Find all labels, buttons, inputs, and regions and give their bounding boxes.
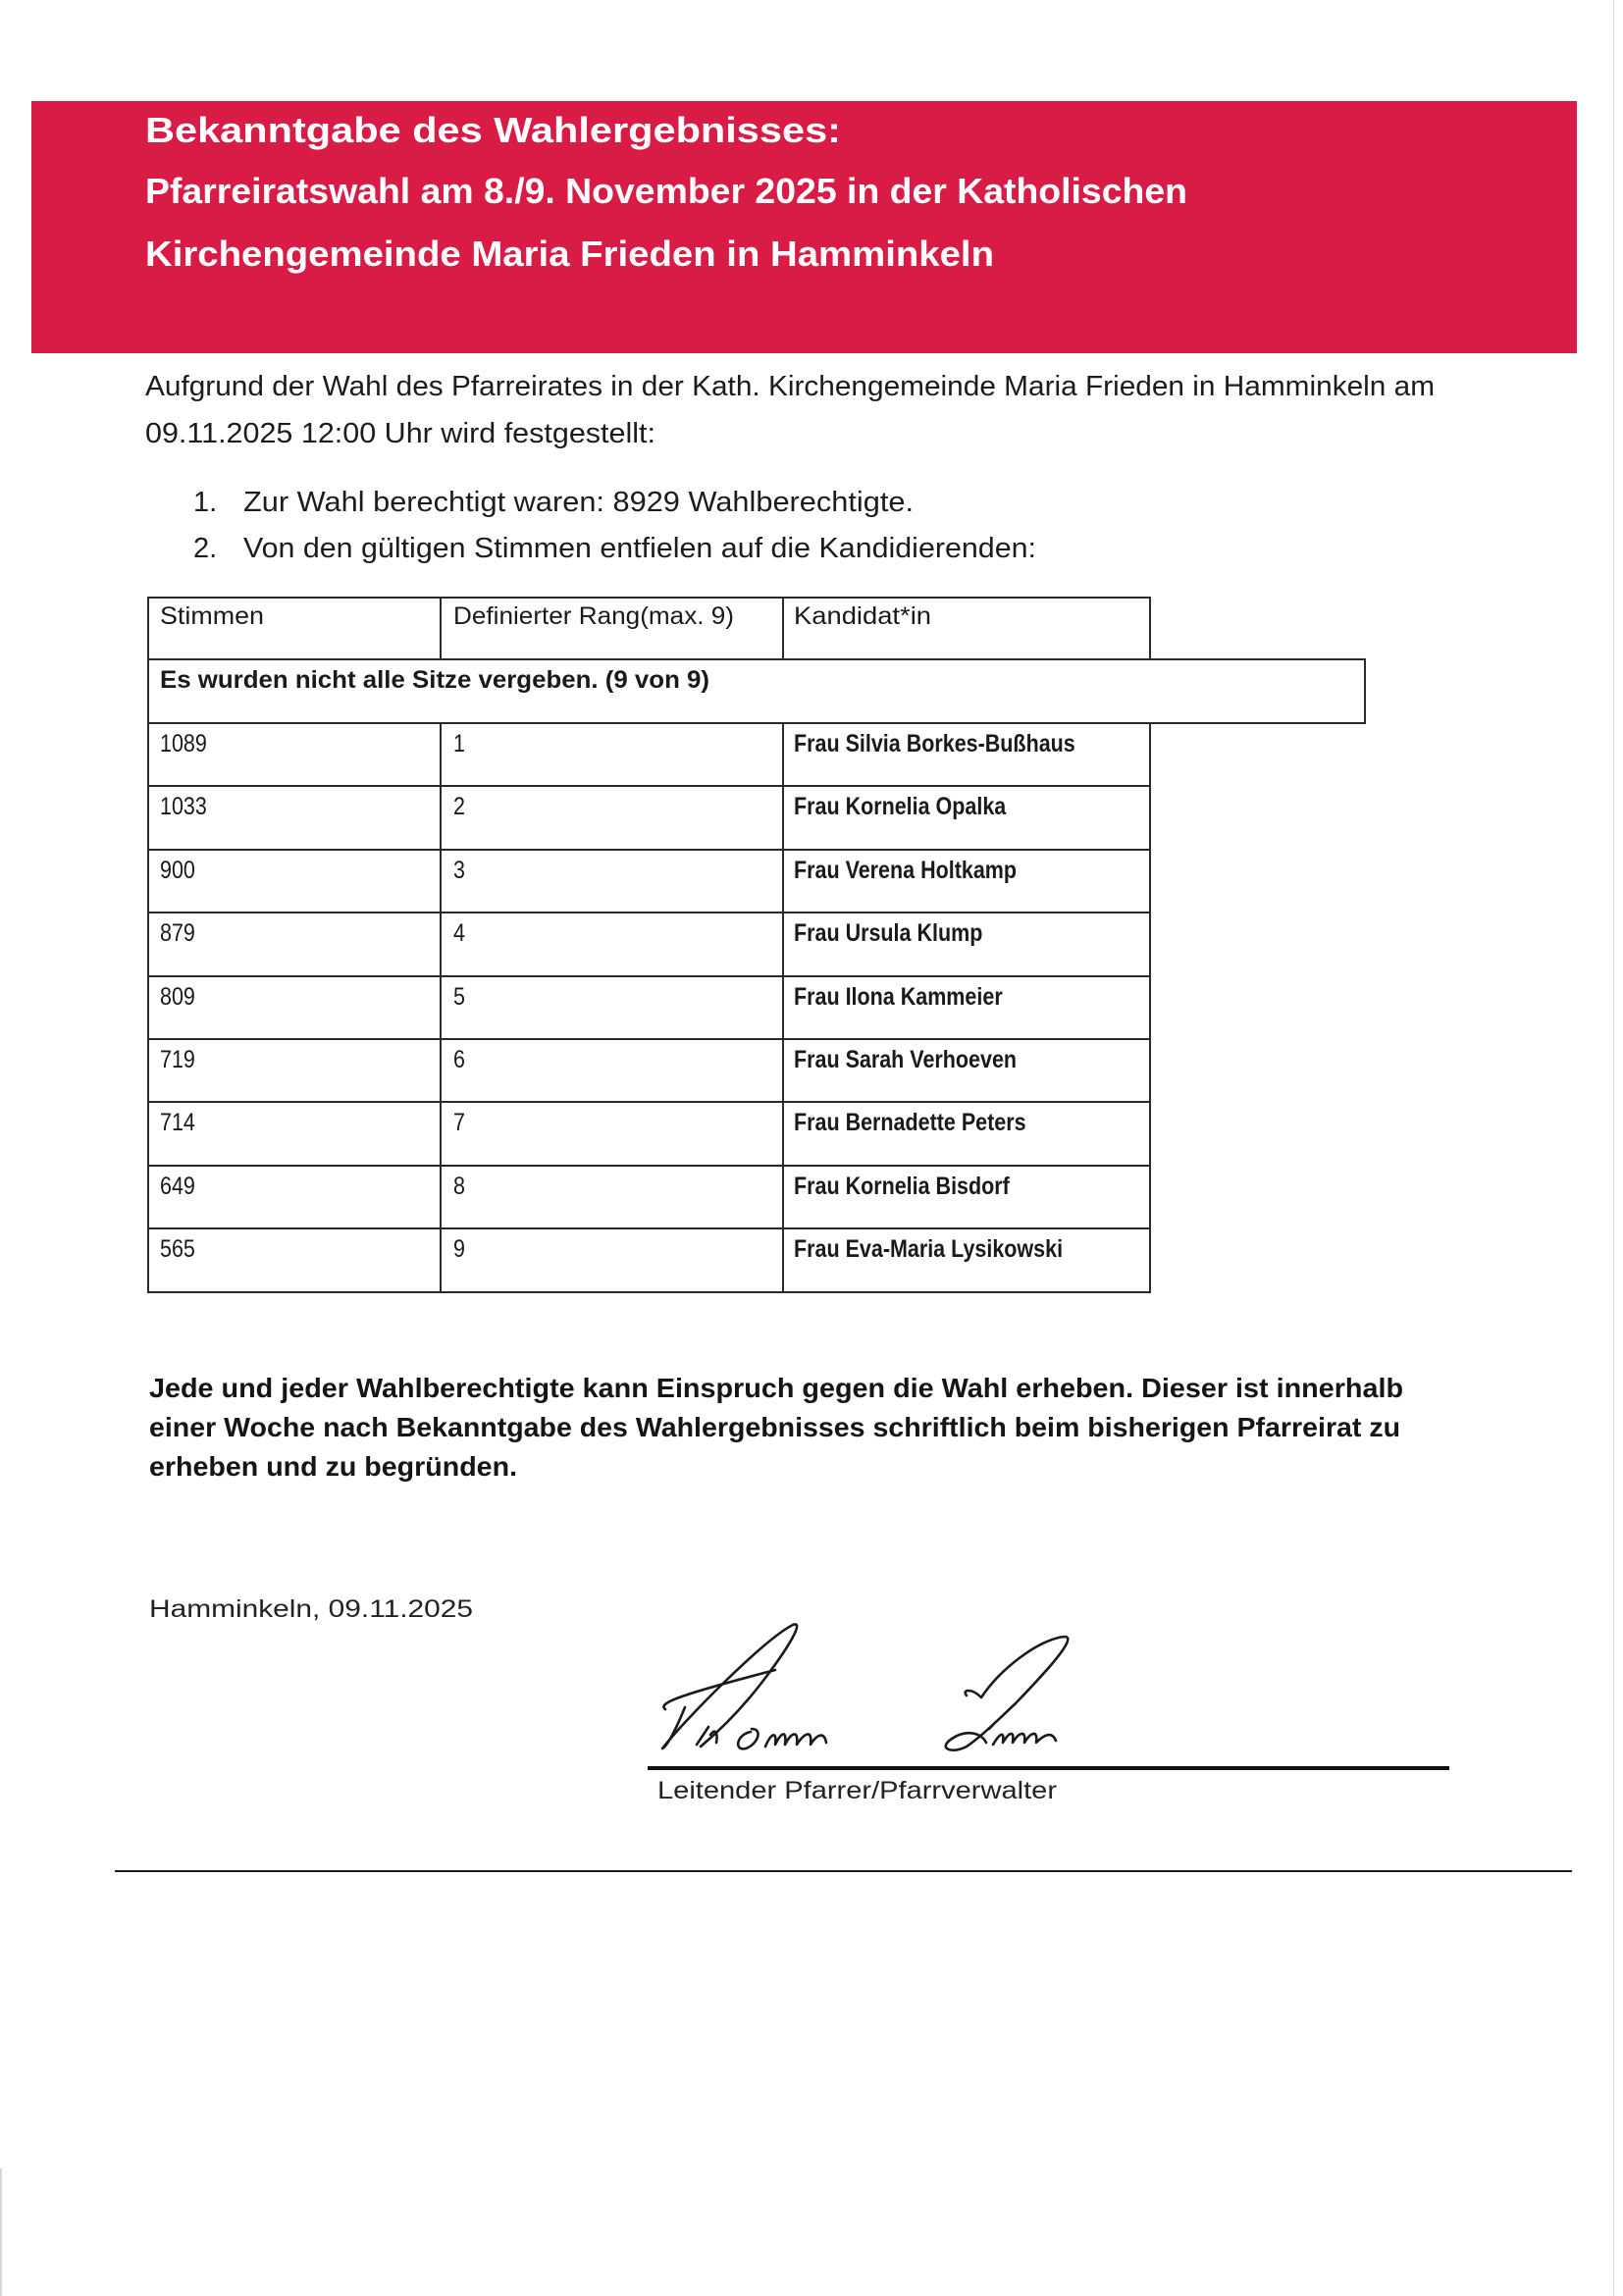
place-date: Hamminkeln, 09.11.2025 bbox=[149, 1595, 473, 1623]
intro-line-2: 09.11.2025 12:00 Uhr wird festgestellt: bbox=[145, 418, 655, 449]
table-border bbox=[440, 722, 442, 1293]
table-border bbox=[147, 658, 149, 722]
table-border bbox=[147, 975, 1151, 977]
table-border bbox=[147, 722, 1366, 724]
votes-cell: 649 bbox=[160, 1173, 195, 1200]
list-number: 1. bbox=[193, 487, 218, 518]
table-border bbox=[147, 658, 1366, 660]
signature-image bbox=[628, 1619, 1178, 1756]
votes-cell: 1033 bbox=[160, 793, 207, 820]
votes-cell: 714 bbox=[160, 1109, 195, 1136]
candidate-cell: Frau Eva-Maria Lysikowski bbox=[794, 1235, 1064, 1263]
table-border bbox=[147, 1227, 1151, 1229]
rank-cell: 7 bbox=[453, 1109, 465, 1136]
rank-cell: 9 bbox=[453, 1235, 465, 1263]
votes-cell: 809 bbox=[160, 983, 195, 1011]
table-border bbox=[147, 1291, 1151, 1293]
table-border bbox=[147, 849, 1151, 851]
table-border bbox=[1149, 722, 1151, 1293]
list-item bbox=[193, 533, 217, 565]
list-item bbox=[193, 487, 217, 519]
table-border bbox=[147, 912, 1151, 913]
candidate-cell: Frau Sarah Verhoeven bbox=[794, 1046, 1018, 1073]
rank-cell: 4 bbox=[453, 919, 465, 947]
votes-cell: 719 bbox=[160, 1046, 195, 1073]
candidate-cell: Frau Kornelia Bisdorf bbox=[794, 1173, 1010, 1200]
table-border bbox=[147, 785, 1151, 787]
table-border bbox=[1149, 597, 1151, 658]
list-text: Zur Wahl berechtigt waren: 8929 Wahlberechtigte. bbox=[243, 487, 915, 518]
table-border bbox=[147, 597, 1151, 599]
votes-cell: 1089 bbox=[160, 730, 207, 757]
rank-cell: 3 bbox=[453, 857, 465, 884]
objection-line-2: einer Woche nach Bekanntgabe des Wahlergebnisses schriftlich beim bisherigen Pfarreirat zu bbox=[149, 1412, 1401, 1442]
scan-edge-line-left bbox=[0, 2168, 2, 2296]
header-title-line-1: Bekanntgabe des Wahlergebnisses: bbox=[145, 110, 841, 150]
votes-cell: 900 bbox=[160, 857, 195, 884]
table-border bbox=[147, 1101, 1151, 1103]
header-title-line-2: Pfarreiratswahl am 8./9. November 2025 in der Katholischen bbox=[145, 171, 1187, 211]
rank-cell: 5 bbox=[453, 983, 465, 1011]
table-border bbox=[147, 1038, 1151, 1040]
objection-line-3: erheben und zu begründen. bbox=[149, 1451, 518, 1482]
list-text: Von den gültigen Stimmen entfielen auf die Kandidierenden: bbox=[243, 533, 1036, 564]
scan-edge-line bbox=[1613, 0, 1614, 2296]
signature-line bbox=[648, 1766, 1449, 1770]
table-border bbox=[1364, 658, 1366, 724]
objection-line-1: Jede und jeder Wahlberechtigte kann Einspruch gegen die Wahl erheben. Dieser ist innerhalb bbox=[149, 1373, 1404, 1403]
rank-cell: 6 bbox=[453, 1046, 465, 1073]
rank-cell: 2 bbox=[453, 793, 465, 820]
table-border bbox=[147, 597, 149, 658]
list-number: 2. bbox=[193, 533, 218, 564]
intro-line-1: Aufgrund der Wahl des Pfarreirates in der Kath. Kirchengemeinde Maria Frieden in Hamminkeln am bbox=[145, 371, 1436, 402]
candidate-cell: Frau Ursula Klump bbox=[794, 919, 983, 947]
candidate-cell: Frau Bernadette Peters bbox=[794, 1109, 1026, 1136]
column-header-rank: Definierter Rang(max. 9) bbox=[453, 602, 735, 630]
candidate-cell: Frau Kornelia Opalka bbox=[794, 793, 1007, 820]
seats-notice: Es wurden nicht alle Sitze vergeben. (9 von 9) bbox=[160, 666, 710, 694]
candidate-cell: Frau Ilona Kammeier bbox=[794, 983, 1003, 1011]
candidate-cell: Frau Silvia Borkes-Bußhaus bbox=[794, 730, 1075, 757]
table-border bbox=[782, 597, 784, 658]
table-border bbox=[147, 1165, 1151, 1167]
header-title-line-3: Kirchengemeinde Maria Frieden in Hamminkeln bbox=[145, 234, 995, 274]
column-header-votes: Stimmen bbox=[160, 602, 264, 630]
table-border bbox=[782, 722, 784, 1293]
signature-role: Leitender Pfarrer/Pfarrverwalter bbox=[657, 1777, 1058, 1804]
footer-divider bbox=[115, 1870, 1572, 1872]
rank-cell: 8 bbox=[453, 1173, 465, 1200]
table-border bbox=[440, 597, 442, 658]
rank-cell: 1 bbox=[453, 730, 465, 757]
votes-cell: 565 bbox=[160, 1235, 195, 1263]
candidate-cell: Frau Verena Holtkamp bbox=[794, 857, 1018, 884]
table-border bbox=[147, 722, 149, 1293]
column-header-candidate: Kandidat*in bbox=[794, 602, 932, 630]
votes-cell: 879 bbox=[160, 919, 195, 947]
